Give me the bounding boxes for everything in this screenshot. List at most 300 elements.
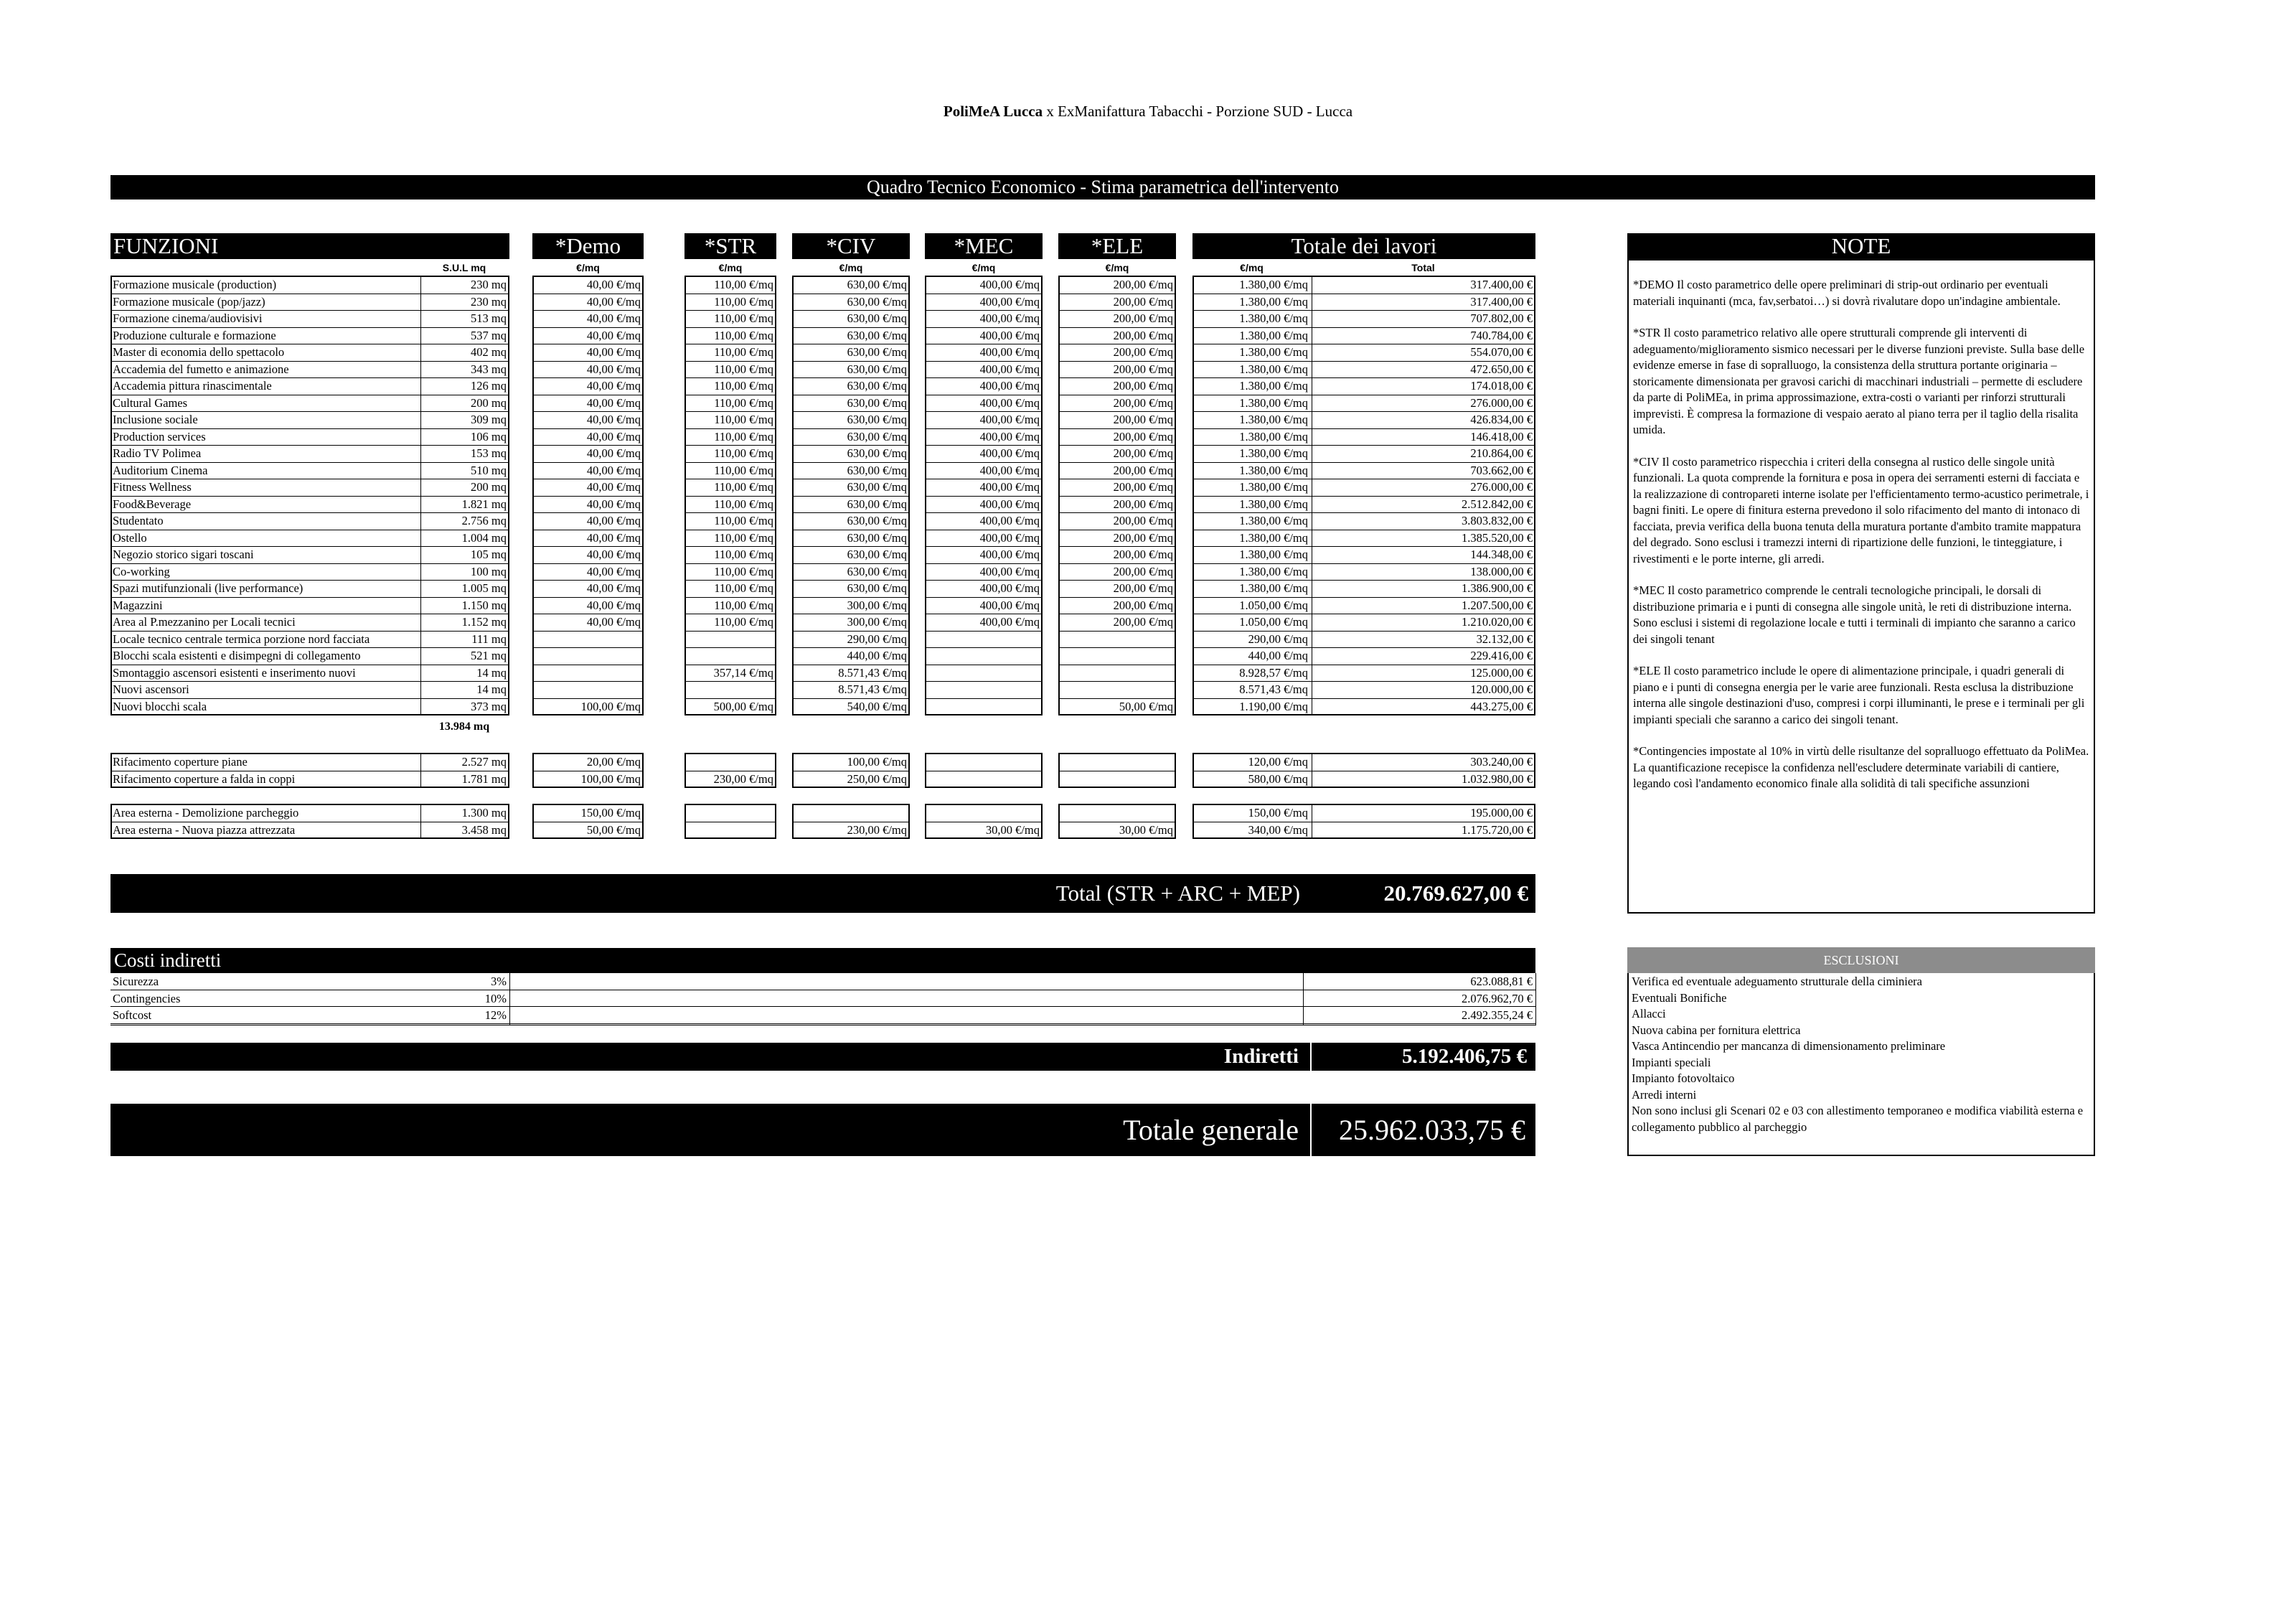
cell-total: 2.512.842,00 € <box>1462 497 1533 511</box>
cell-ele: 200,00 €/mq <box>1113 598 1173 612</box>
cell-sul: 14 mq <box>476 665 507 680</box>
cell-civ: 630,00 €/mq <box>847 345 907 359</box>
cell-demo: 40,00 €/mq <box>586 530 641 545</box>
cell-sul: 343 mq <box>471 362 507 376</box>
cell-unit: 1.380,00 €/mq <box>1239 463 1308 477</box>
cell-ele: 200,00 €/mq <box>1113 514 1173 527</box>
cell-sul: 200 mq <box>471 395 507 410</box>
cell-demo: 40,00 €/mq <box>586 362 641 376</box>
cell-ele: 200,00 €/mq <box>1113 581 1173 595</box>
cell-demo: 40,00 €/mq <box>586 497 641 511</box>
cell-mec <box>925 665 1043 682</box>
cell-demo: 40,00 €/mq <box>586 345 641 359</box>
cell-unit: 340,00 €/mq <box>1248 822 1308 837</box>
cell-unit: 1.380,00 €/mq <box>1239 548 1308 561</box>
cell-total: 703.662,00 € <box>1470 463 1533 477</box>
cell-civ: 630,00 €/mq <box>847 480 907 494</box>
cell-sul: 1.005 mq <box>461 581 507 595</box>
cell-sul: 1.152 mq <box>461 615 507 629</box>
cell-mec: 400,00 €/mq <box>979 548 1040 561</box>
cell-ele: 200,00 €/mq <box>1113 429 1173 443</box>
cell-ele: 200,00 €/mq <box>1113 362 1173 376</box>
cell-name: Rifacimento coperture piane <box>113 755 248 769</box>
cell-ele: 200,00 €/mq <box>1113 548 1173 561</box>
subheader-str-unit: €/mq <box>718 262 743 273</box>
cell-total: 174.018,00 € <box>1470 379 1533 393</box>
grand-total-bar <box>110 1104 1535 1156</box>
cell-unit: 1.380,00 €/mq <box>1239 311 1308 325</box>
indirect-pct: 10% <box>484 991 507 1005</box>
cell-str: 110,00 €/mq <box>714 615 773 629</box>
total-works-value: 20.769.627,00 € <box>1383 881 1528 906</box>
project-name: PoliMeA Lucca <box>943 103 1043 120</box>
exclusion-item: Vasca Antincendio per mancanza di dimensionamento preliminare <box>1632 1039 1946 1053</box>
cell-total: 1.032.980,00 € <box>1462 771 1533 786</box>
cell-demo: 40,00 €/mq <box>586 548 641 561</box>
cell-civ: 630,00 €/mq <box>847 548 907 561</box>
cell-civ: 100,00 €/mq <box>847 755 907 769</box>
cell-name: Fitness Wellness <box>113 480 192 494</box>
cell-mec: 400,00 €/mq <box>979 362 1040 376</box>
cell-total: 276.000,00 € <box>1470 480 1533 494</box>
subheader-mec-unit: €/mq <box>971 262 996 273</box>
cell-name: Ostello <box>113 530 147 545</box>
cell-ele <box>1058 771 1176 788</box>
cell-sul: 230 mq <box>471 278 507 291</box>
cell-demo: 100,00 €/mq <box>580 771 641 786</box>
cell-sul: 309 mq <box>471 413 507 426</box>
cell-str <box>684 754 776 771</box>
project-location: x ExManifattura Tabacchi - Porzione SUD - Lucca <box>1043 103 1353 120</box>
cell-name: Inclusione sociale <box>113 413 198 426</box>
cell-name: Nuovi ascensori <box>113 682 189 696</box>
cell-name: Area esterna - Demolizione parcheggio <box>113 806 299 820</box>
cell-ele: 200,00 €/mq <box>1113 379 1173 393</box>
column-divider <box>509 973 510 1025</box>
cell-name: Production services <box>113 429 206 443</box>
indirect-total-value: 5.192.406,75 € <box>1402 1045 1527 1068</box>
cell-ele: 200,00 €/mq <box>1113 446 1173 460</box>
cell-total: 32.132,00 € <box>1476 632 1533 646</box>
cell-unit: 580,00 €/mq <box>1248 771 1308 786</box>
cell-total: 317.400,00 € <box>1470 278 1533 291</box>
cell-total: 1.210.020,00 € <box>1462 615 1533 629</box>
cell-str: 110,00 €/mq <box>714 446 773 460</box>
cell-name: Cultural Games <box>113 395 188 410</box>
cell-ele <box>1058 804 1176 822</box>
cell-civ: 440,00 €/mq <box>847 649 907 662</box>
cell-unit: 1.050,00 €/mq <box>1239 615 1308 629</box>
cell-name: Produzione culturale e formazione <box>113 328 276 342</box>
cell-sul: 14 mq <box>476 682 507 696</box>
cell-mec: 400,00 €/mq <box>979 446 1040 460</box>
cell-demo: 40,00 €/mq <box>586 395 641 410</box>
cell-unit: 1.050,00 €/mq <box>1239 598 1308 612</box>
cell-ele: 200,00 €/mq <box>1113 294 1173 309</box>
header-ele: *ELE <box>1058 233 1176 259</box>
cell-total: 195.000,00 € <box>1470 806 1533 820</box>
cell-name: Auditorium Cinema <box>113 463 208 477</box>
cell-name: Accademia pittura rinascimentale <box>113 379 272 393</box>
cell-mec: 400,00 €/mq <box>979 497 1040 511</box>
exclusion-item: Non sono inclusi gli Scenari 02 e 03 con allestimento temporaneo e modifica viabilità esterna e collegamento pubblico al parcheggio <box>1632 1104 2084 1134</box>
exclusion-item: Verifica ed eventuale adeguamento strutturale della ciminiera <box>1632 975 1922 988</box>
cell-unit: 1.380,00 €/mq <box>1239 294 1308 309</box>
cell-str: 230,00 €/mq <box>713 771 773 786</box>
cell-civ: 630,00 €/mq <box>847 379 907 393</box>
cell-civ: 630,00 €/mq <box>847 497 907 511</box>
cell-sul: 105 mq <box>471 548 507 561</box>
cell-unit: 8.928,57 €/mq <box>1239 665 1308 680</box>
cell-civ: 230,00 €/mq <box>847 822 907 837</box>
cell-sul: 1.300 mq <box>461 806 507 820</box>
cell-demo: 40,00 €/mq <box>586 480 641 494</box>
cell-ele: 200,00 €/mq <box>1113 497 1173 511</box>
note-ele: *ELE Il costo parametrico include le opere di alimentazione principale, i quadri generali di piano e i punti di consegna energia per le varie aree funzionali. Resta esclusa la distribuzione interna alle singole destinazioni d'uso, compresi i corpi illuminanti, le prese e i terminali per gli impianti speciali che saranno a carico dei singoli tenant. <box>1633 664 2085 726</box>
cell-ele <box>1058 631 1176 648</box>
cell-total: 276.000,00 € <box>1470 395 1533 410</box>
cell-name: Studentato <box>113 514 164 527</box>
cell-ele: 200,00 €/mq <box>1113 278 1173 291</box>
cell-mec <box>925 754 1043 771</box>
cell-unit: 1.380,00 €/mq <box>1239 497 1308 511</box>
cell-str: 110,00 €/mq <box>714 598 773 612</box>
cell-str <box>684 822 776 839</box>
cell-str: 500,00 €/mq <box>713 699 773 713</box>
cell-ele <box>1058 754 1176 771</box>
cell-str <box>684 681 776 698</box>
cell-mec: 400,00 €/mq <box>979 615 1040 629</box>
cell-unit: 1.380,00 €/mq <box>1239 514 1308 527</box>
cell-demo: 40,00 €/mq <box>586 514 641 527</box>
qte-title-bar: Quadro Tecnico Economico - Stima parametrica dell'intervento <box>110 175 2095 200</box>
cell-unit: 1.380,00 €/mq <box>1239 446 1308 460</box>
cell-name: Nuovi blocchi scala <box>113 699 207 713</box>
cell-ele: 200,00 €/mq <box>1113 345 1173 359</box>
cell-name: Co-working <box>113 564 170 578</box>
cell-civ: 630,00 €/mq <box>847 564 907 578</box>
cell-civ: 630,00 €/mq <box>847 294 907 309</box>
notes-box <box>1627 259 2095 914</box>
cell-total: 229.416,00 € <box>1470 649 1533 662</box>
cell-civ: 630,00 €/mq <box>847 581 907 595</box>
cell-str: 110,00 €/mq <box>714 480 773 494</box>
cell-mec: 400,00 €/mq <box>979 581 1040 595</box>
cell-mec <box>925 681 1043 698</box>
cell-total: 146.418,00 € <box>1470 429 1533 443</box>
cell-civ: 8.571,43 €/mq <box>838 682 907 696</box>
cell-civ: 630,00 €/mq <box>847 362 907 376</box>
cell-mec: 400,00 €/mq <box>979 278 1040 291</box>
cell-demo: 40,00 €/mq <box>586 379 641 393</box>
cell-mec: 400,00 €/mq <box>979 345 1040 359</box>
cell-unit: 440,00 €/mq <box>1248 649 1308 662</box>
note-mec: *MEC Il costo parametrico comprende le centrali tecnologiche principali, le dorsali di distribuzione primaria e i punti di consegna alle singole unità, le reti di distribuzione interna. Sono esclusi i sistemi di regolazione locale e tutti i terminali di impianto che saranno a carico dei singoli tenant <box>1633 583 2076 646</box>
cell-demo: 40,00 €/mq <box>586 598 641 612</box>
cell-mec: 30,00 €/mq <box>985 822 1040 837</box>
cell-civ: 630,00 €/mq <box>847 514 907 527</box>
cell-demo: 100,00 €/mq <box>580 699 641 713</box>
cell-sul: 1.004 mq <box>461 530 507 545</box>
notes-title: NOTE <box>1627 233 2095 259</box>
indirect-name: Softcost <box>113 1008 152 1022</box>
cell-ele <box>1058 647 1176 665</box>
sul-total: 13.984 mq <box>438 721 490 733</box>
cell-str: 110,00 €/mq <box>714 463 773 477</box>
exclusion-item: Eventuali Bonifiche <box>1632 990 1727 1005</box>
subheader-civ-unit: €/mq <box>839 262 863 273</box>
cell-civ: 630,00 €/mq <box>847 530 907 545</box>
cell-total: 138.000,00 € <box>1470 564 1533 578</box>
header-funzioni: FUNZIONI <box>110 233 509 259</box>
cell-name: Formazione musicale (production) <box>113 278 277 291</box>
cell-demo <box>532 631 644 648</box>
cell-civ: 250,00 €/mq <box>847 771 907 786</box>
cell-ele: 200,00 €/mq <box>1113 413 1173 426</box>
cell-sul: 153 mq <box>471 446 507 460</box>
cell-demo: 40,00 €/mq <box>586 328 641 342</box>
cell-sul: 111 mq <box>471 632 507 646</box>
cell-mec: 400,00 €/mq <box>979 294 1040 309</box>
cell-unit: 120,00 €/mq <box>1248 755 1308 769</box>
cell-sul: 126 mq <box>471 379 507 393</box>
cell-sul: 100 mq <box>471 564 507 578</box>
note-contingencies: *Contingencies impostate al 10% in virtù delle risultanze del sopralluogo effettuato da PoliMea. La quantificazione recepisce la confidenza nell'escludere determinate variabili di cantiere, legando così l'andamento economico finale alla solidità di tali specifiche assunzioni <box>1633 744 2089 790</box>
indirect-value: 2.076.962,70 € <box>1462 991 1533 1005</box>
cell-mec: 400,00 €/mq <box>979 480 1040 494</box>
cell-name: Blocchi scala esistenti e disimpegni di collegamento <box>113 649 361 662</box>
cell-ele: 200,00 €/mq <box>1113 615 1173 629</box>
header-civ: *CIV <box>792 233 910 259</box>
cell-demo: 40,00 €/mq <box>586 615 641 629</box>
subheader-sul: S.U.L mq <box>442 262 486 273</box>
cell-mec: 400,00 €/mq <box>979 598 1040 612</box>
cell-demo: 40,00 €/mq <box>586 564 641 578</box>
cell-total: 1.175.720,00 € <box>1462 822 1533 837</box>
indirect-value: 2.492.355,24 € <box>1462 1008 1533 1022</box>
cell-unit: 1.380,00 €/mq <box>1239 379 1308 393</box>
cell-mec <box>925 771 1043 788</box>
subheader-ele-unit: €/mq <box>1105 262 1129 273</box>
cell-sul: 3.458 mq <box>461 822 507 837</box>
exclusion-item: Arredi interni <box>1632 1087 1697 1102</box>
cell-total: 472.650,00 € <box>1470 362 1533 376</box>
cell-demo: 40,00 €/mq <box>586 294 641 309</box>
cell-unit: 1.380,00 €/mq <box>1239 362 1308 376</box>
exclusion-item: Impianto fotovoltaico <box>1632 1071 1735 1085</box>
cell-str: 110,00 €/mq <box>714 497 773 511</box>
grand-total-label: Totale generale <box>1123 1114 1299 1146</box>
cell-sul: 200 mq <box>471 480 507 494</box>
cell-demo: 40,00 €/mq <box>586 429 641 443</box>
cell-demo: 50,00 €/mq <box>586 822 641 837</box>
cell-demo: 40,00 €/mq <box>586 463 641 477</box>
cell-total: 554.070,00 € <box>1470 345 1533 359</box>
cell-name: Area esterna - Nuova piazza attrezzata <box>113 822 296 837</box>
cell-sul: 373 mq <box>471 699 507 713</box>
cell-total: 707.802,00 € <box>1470 311 1533 325</box>
cell-total: 1.207.500,00 € <box>1462 598 1533 612</box>
cell-ele: 200,00 €/mq <box>1113 463 1173 477</box>
cell-civ <box>792 804 910 822</box>
cell-str: 110,00 €/mq <box>714 294 773 309</box>
indirect-value: 623.088,81 € <box>1470 975 1533 988</box>
cell-sul: 1.150 mq <box>461 598 507 612</box>
cell-name: Accademia del fumetto e animazione <box>113 362 289 376</box>
cell-total: 125.000,00 € <box>1470 665 1533 680</box>
grand-total-value: 25.962.033,75 € <box>1339 1114 1525 1146</box>
cell-sul: 2.756 mq <box>461 514 507 527</box>
header-totale: Totale dei lavori <box>1192 233 1535 259</box>
exclusions-box <box>1627 973 2095 1156</box>
cell-name: Formazione cinema/audiovisivi <box>113 311 263 325</box>
cell-sul: 2.527 mq <box>461 755 507 769</box>
cell-total: 443.275,00 € <box>1470 699 1533 713</box>
cell-sul: 510 mq <box>471 463 507 477</box>
cell-mec: 400,00 €/mq <box>979 311 1040 325</box>
cell-name: Magazzini <box>113 598 163 612</box>
cell-unit: 1.190,00 €/mq <box>1239 699 1308 713</box>
cell-total: 1.385.520,00 € <box>1462 530 1533 545</box>
cell-unit: 1.380,00 €/mq <box>1239 564 1308 578</box>
indirect-name: Contingencies <box>113 991 181 1005</box>
cell-mec: 400,00 €/mq <box>979 379 1040 393</box>
cell-mec <box>925 804 1043 822</box>
cell-unit: 150,00 €/mq <box>1248 806 1308 820</box>
subheader-demo-unit: €/mq <box>576 262 600 273</box>
indirect-total-label: Indiretti <box>1223 1045 1299 1068</box>
cell-civ: 630,00 €/mq <box>847 446 907 460</box>
cell-str: 110,00 €/mq <box>714 413 773 426</box>
cell-unit: 1.380,00 €/mq <box>1239 429 1308 443</box>
cell-civ: 8.571,43 €/mq <box>838 665 907 680</box>
exclusion-item: Allacci <box>1632 1007 1666 1020</box>
cell-name: Master di economia dello spettacolo <box>113 345 285 359</box>
cell-name: Formazione musicale (pop/jazz) <box>113 294 265 309</box>
indirect-total-bar <box>110 1043 1535 1071</box>
cell-str: 110,00 €/mq <box>714 278 773 291</box>
indirect-costs-title: Costi indiretti <box>110 948 1535 973</box>
cell-name: Area al P.mezzanino per Locali tecnici <box>113 615 296 629</box>
total-works-label: Total (STR + ARC + MEP) <box>1055 881 1300 906</box>
total-works-bar <box>110 874 1535 913</box>
cell-name: Locale tecnico centrale termica porzione nord facciata <box>113 632 370 646</box>
cell-total: 317.400,00 € <box>1470 294 1533 309</box>
cell-ele: 50,00 €/mq <box>1119 699 1173 713</box>
cell-total: 210.864,00 € <box>1470 446 1533 460</box>
cell-demo <box>532 647 644 665</box>
cell-demo: 40,00 €/mq <box>586 311 641 325</box>
cell-demo: 20,00 €/mq <box>586 755 641 769</box>
cell-total: 426.834,00 € <box>1470 413 1533 426</box>
cell-sul: 513 mq <box>471 311 507 325</box>
cell-mec: 400,00 €/mq <box>979 395 1040 410</box>
cell-civ: 300,00 €/mq <box>847 615 907 629</box>
cell-str: 110,00 €/mq <box>714 530 773 545</box>
cell-ele <box>1058 665 1176 682</box>
cell-civ: 290,00 €/mq <box>847 632 907 646</box>
cell-str: 110,00 €/mq <box>714 514 773 527</box>
cell-str: 110,00 €/mq <box>714 311 773 325</box>
cell-total: 1.386.900,00 € <box>1462 581 1533 595</box>
cell-unit: 1.380,00 €/mq <box>1239 480 1308 494</box>
cell-str: 110,00 €/mq <box>714 548 773 561</box>
cell-sul: 402 mq <box>471 345 507 359</box>
cell-name: Negozio storico sigari toscani <box>113 548 254 561</box>
cell-civ: 630,00 €/mq <box>847 278 907 291</box>
indirect-pct: 3% <box>491 975 507 988</box>
cell-unit: 1.380,00 €/mq <box>1239 395 1308 410</box>
cell-civ: 540,00 €/mq <box>847 699 907 713</box>
cell-sul: 230 mq <box>471 294 507 309</box>
cell-civ: 630,00 €/mq <box>847 328 907 342</box>
cell-demo: 40,00 €/mq <box>586 278 641 291</box>
cell-demo: 40,00 €/mq <box>586 413 641 426</box>
cell-total: 120.000,00 € <box>1470 682 1533 696</box>
cell-civ: 630,00 €/mq <box>847 311 907 325</box>
cell-str: 110,00 €/mq <box>714 328 773 342</box>
cell-unit: 1.380,00 €/mq <box>1239 278 1308 291</box>
cell-mec: 400,00 €/mq <box>979 328 1040 342</box>
cell-ele: 200,00 €/mq <box>1113 530 1173 545</box>
cell-ele: 200,00 €/mq <box>1113 328 1173 342</box>
cell-sul: 1.781 mq <box>461 771 507 786</box>
cell-unit: 1.380,00 €/mq <box>1239 530 1308 545</box>
cell-civ: 630,00 €/mq <box>847 395 907 410</box>
cell-name: Food&Beverage <box>113 497 192 511</box>
cell-mec: 400,00 €/mq <box>979 429 1040 443</box>
cell-str <box>684 804 776 822</box>
cell-demo: 40,00 €/mq <box>586 446 641 460</box>
header-mec: *MEC <box>925 233 1043 259</box>
cell-name: Spazi mutifunzionali (live performance) <box>113 581 304 595</box>
cell-unit: 290,00 €/mq <box>1248 632 1308 646</box>
cell-mec: 400,00 €/mq <box>979 514 1040 527</box>
note-civ: *CIV Il costo parametrico rispecchia i criteri della consegna al rustico delle singole unità funzionali. La quota comprende la fornitura e posa in opera dei serramenti esterni di facciata e la realizzazione di contropareti interne isolate per l'efficientamento termo-acustico perimetrale, i bagni finiti. Le opere di finitura esterna prevedono il solo rifacimento del manto di intonaco di facciata, previa verifica della buona tenuta della muratura portante d'ambito tramite mappatura del degrado. Sono esclusi i tramezzi interni di ripartizione delle funzioni, le tinteggiature, i rivestimenti e le porte interne, gli arredi. <box>1633 454 2089 565</box>
cell-name: Rifacimento coperture a falda in coppi <box>113 771 296 786</box>
cell-demo: 40,00 €/mq <box>586 581 641 595</box>
cell-str: 110,00 €/mq <box>714 345 773 359</box>
subheader-total: Total <box>1411 262 1435 273</box>
cell-str <box>684 647 776 665</box>
exclusion-item: Impianti speciali <box>1632 1055 1711 1069</box>
cell-ele: 200,00 €/mq <box>1113 311 1173 325</box>
note-demo: *DEMO Il costo parametrico delle opere preliminari di strip-out ordinario per eventuali materiali inquinanti (mca, fav,serbatoi…) si dovrà rivalutare dopo un'indagine ambientale. <box>1633 278 2061 308</box>
cell-sul: 537 mq <box>471 328 507 342</box>
cell-sul: 1.821 mq <box>461 497 507 511</box>
cell-demo <box>532 665 644 682</box>
cell-mec <box>925 647 1043 665</box>
indirect-total-separator <box>1310 1043 1312 1071</box>
cell-mec: 400,00 €/mq <box>979 530 1040 545</box>
cell-name: Smontaggio ascensori esistenti e inserimento nuovi <box>113 665 356 680</box>
cell-mec <box>925 631 1043 648</box>
cell-str: 110,00 €/mq <box>714 581 773 595</box>
indirect-pct: 12% <box>484 1008 507 1022</box>
header-demo: *Demo <box>532 233 644 259</box>
cell-civ: 630,00 €/mq <box>847 463 907 477</box>
cell-demo: 150,00 €/mq <box>580 806 641 820</box>
cell-total: 303.240,00 € <box>1470 755 1533 769</box>
cell-total: 3.803.832,00 € <box>1462 514 1533 527</box>
subheader-total-unit: €/mq <box>1240 262 1264 273</box>
cell-sul: 521 mq <box>471 649 507 662</box>
cell-civ: 630,00 €/mq <box>847 413 907 426</box>
cell-ele: 200,00 €/mq <box>1113 564 1173 578</box>
cell-str: 110,00 €/mq <box>714 564 773 578</box>
cell-str: 110,00 €/mq <box>714 429 773 443</box>
cell-ele <box>1058 681 1176 698</box>
